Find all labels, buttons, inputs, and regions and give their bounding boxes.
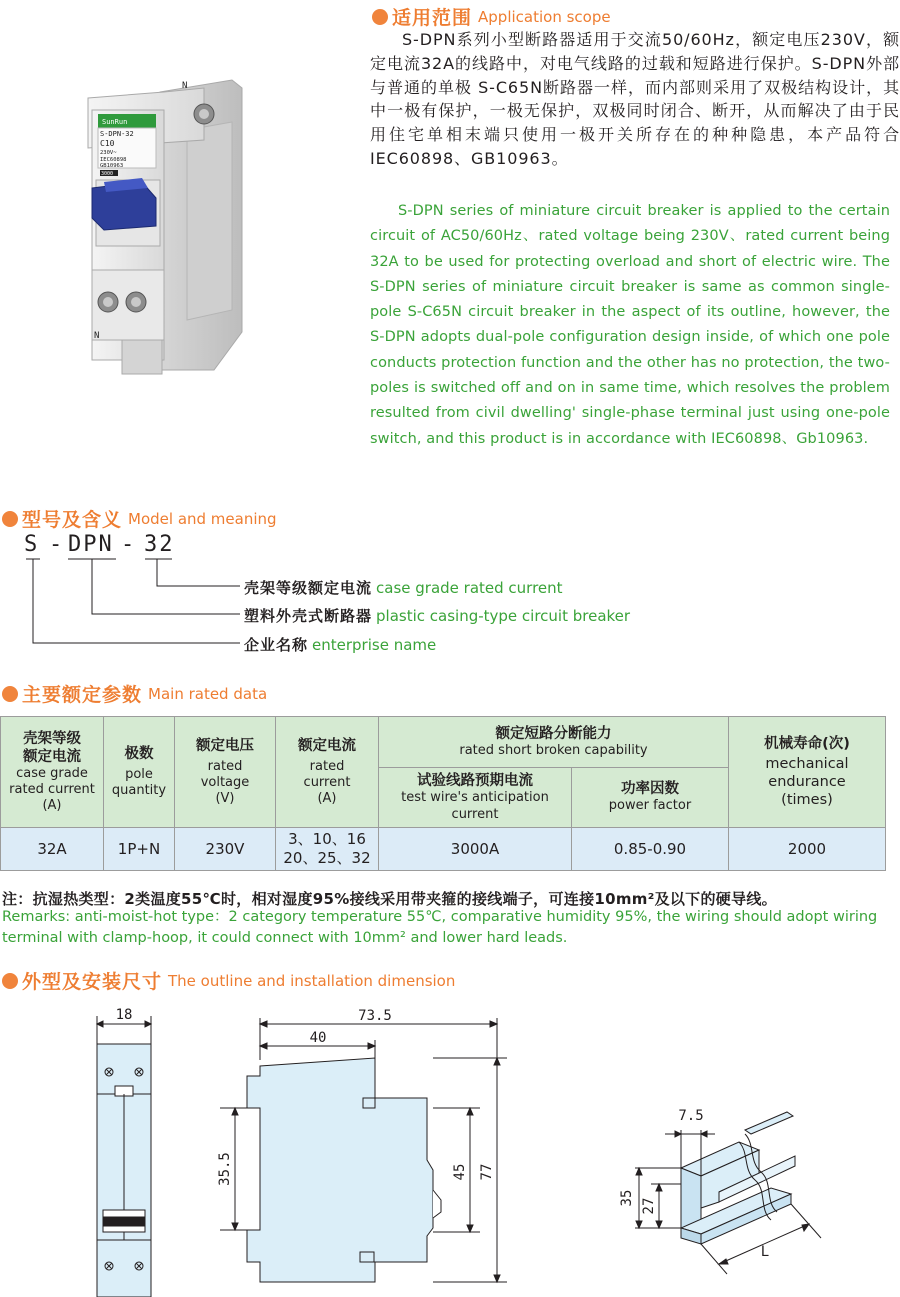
header-voltage: 额定电压 rated voltage (V) xyxy=(175,717,276,828)
product-photo xyxy=(82,70,272,390)
dim-total-depth: 73.5 xyxy=(358,1008,392,1024)
photo-breaking-text: 3000 xyxy=(101,171,114,177)
photo-rating-text: C10 xyxy=(100,139,115,148)
photo-top-label: N xyxy=(182,81,188,91)
photo-standard2-text: GB10963 xyxy=(100,163,124,169)
header-mechanical: 机械寿命(次) mechanical endurance (times) xyxy=(729,717,886,828)
model-code-dash1: - xyxy=(49,532,65,557)
din-rail-drawing xyxy=(615,1090,845,1290)
model-title xyxy=(2,505,277,532)
dim-rail-h35: 35 xyxy=(619,1189,635,1207)
header-power-factor: 功率因数 power factor xyxy=(572,768,729,828)
rated-data-table xyxy=(0,716,886,871)
header-current: 额定电流 rated current (A) xyxy=(276,717,379,828)
model-item-case-grade: 壳架等级额定电流 case grade rated current xyxy=(244,579,563,597)
model-item-plastic-casing: 塑料外壳式断路器 plastic casing-type circuit breaker xyxy=(244,607,631,625)
remarks-en: Remarks: anti-moist-hot type：2 category temperature 55℃, comparative humidity 95%, the wiring should adopt wiring terminal with clamp-hoop, it could connect with 10mm² and lower hard leads. xyxy=(2,909,878,946)
dim-rail-length: L xyxy=(760,1244,770,1260)
remarks-cn: 注：抗湿热类型：2类温度55℃时，相对湿度95%接线采用带夹箍的接线端子，可连接10mm²及以下的硬导线。 xyxy=(2,890,777,908)
application-title-cn: 适用范围 xyxy=(392,7,473,29)
cell-case-grade: 32A xyxy=(1,828,104,871)
front-view-drawing xyxy=(85,1000,165,1297)
photo-model-text: S-DPN-32 xyxy=(100,130,134,138)
model-code-dash2: - xyxy=(121,532,137,557)
header-short-broken: 额定短路分断能力 rated short broken capability xyxy=(379,717,729,768)
photo-voltage-text: 230V~ xyxy=(100,150,117,156)
application-para-cn: S-DPN系列小型断路器适用于交流50/60Hz，额定电压230V，额定电流32A的线路中，对电气线路的过载和短路进行保护。S-DPN外部与普通的单极 S-C65N断路器一样，而内部则采用了双极结构设计，其中一极有保护，一极无保护，双极同时闭合、断开，从而解决了由于民用住宅单相末端只使用一极开关所存在的种种隐患，本产品符合IEC60898、GB10963。 xyxy=(370,30,900,168)
side-view-drawing xyxy=(205,1000,515,1297)
application-para-en: S-DPN series of miniature circuit breaker is applied to the certain circuit of AC50/60Hz、rated voltage being 230V、rated current being 32A to be used for protecting overload and short of electric wire. The S-DPN series of miniature circuit breaker is same as common single-pole S-C65N circuit breaker in the aspect of its outline, however, the S-DPN adopts dual-pole configuration design inside, of which one pole conducts protection function and the other has no protection, the two-poles is switched off and on in same time, which resolves the problem resulted from civil dwelling' single-phase terminal just using one-pole switch, and this product is in accordance with IEC60898、Gb10963. xyxy=(370,203,890,447)
model-code-32: 32 xyxy=(144,532,175,557)
model-code-s: S xyxy=(24,532,40,557)
bullet-dot-icon xyxy=(2,686,18,702)
bullet-dot-icon xyxy=(2,973,18,989)
dim-rail-thick: 7.5 xyxy=(678,1108,704,1124)
outline-title xyxy=(2,967,455,994)
dim-left-height: 35.5 xyxy=(217,1152,233,1186)
rated-title xyxy=(2,680,267,707)
cell-voltage: 230V xyxy=(175,828,276,871)
photo-standard1-text: IEC60898 xyxy=(100,157,127,163)
cell-mechanical: 2000 xyxy=(729,828,886,871)
bullet-dot-icon xyxy=(2,511,18,527)
photo-brand-text: SunRun xyxy=(102,118,128,126)
dim-front-width: 18 xyxy=(115,1007,133,1023)
cell-power-factor: 0.85-0.90 xyxy=(572,828,729,871)
outline-title-en: The outline and installation dimension xyxy=(168,971,456,990)
bullet-dot-icon xyxy=(372,9,388,25)
application-title xyxy=(372,3,611,30)
dim-inner-height: 45 xyxy=(452,1163,468,1181)
header-case-grade: 壳架等级 额定电流 case grade rated current (A) xyxy=(1,717,104,828)
model-leader-lines xyxy=(0,556,260,656)
header-pole: 极数 pole quantity xyxy=(104,717,175,828)
model-code-dpn: DPN xyxy=(68,532,114,557)
cell-pole: 1P+N xyxy=(104,828,175,871)
header-test-current: 试验线路预期电流 test wire's anticipation current xyxy=(379,768,572,828)
cell-current: 3、10、16 20、25、32 xyxy=(276,828,379,871)
dim-total-height: 77 xyxy=(479,1163,495,1181)
model-title-cn: 型号及含义 xyxy=(22,509,123,531)
application-title-en: Application scope xyxy=(478,7,611,26)
dim-front-depth: 40 xyxy=(309,1030,327,1046)
cell-test-current: 3000A xyxy=(379,828,572,871)
rated-title-en: Main rated data xyxy=(148,684,268,703)
dim-rail-h27: 27 xyxy=(641,1197,657,1215)
outline-title-cn: 外型及安装尺寸 xyxy=(22,971,163,993)
model-item-enterprise: 企业名称 enterprise name xyxy=(244,636,437,654)
rated-title-cn: 主要额定参数 xyxy=(22,684,143,706)
model-title-en: Model and meaning xyxy=(128,509,277,528)
photo-bottom-label: N xyxy=(94,331,100,341)
